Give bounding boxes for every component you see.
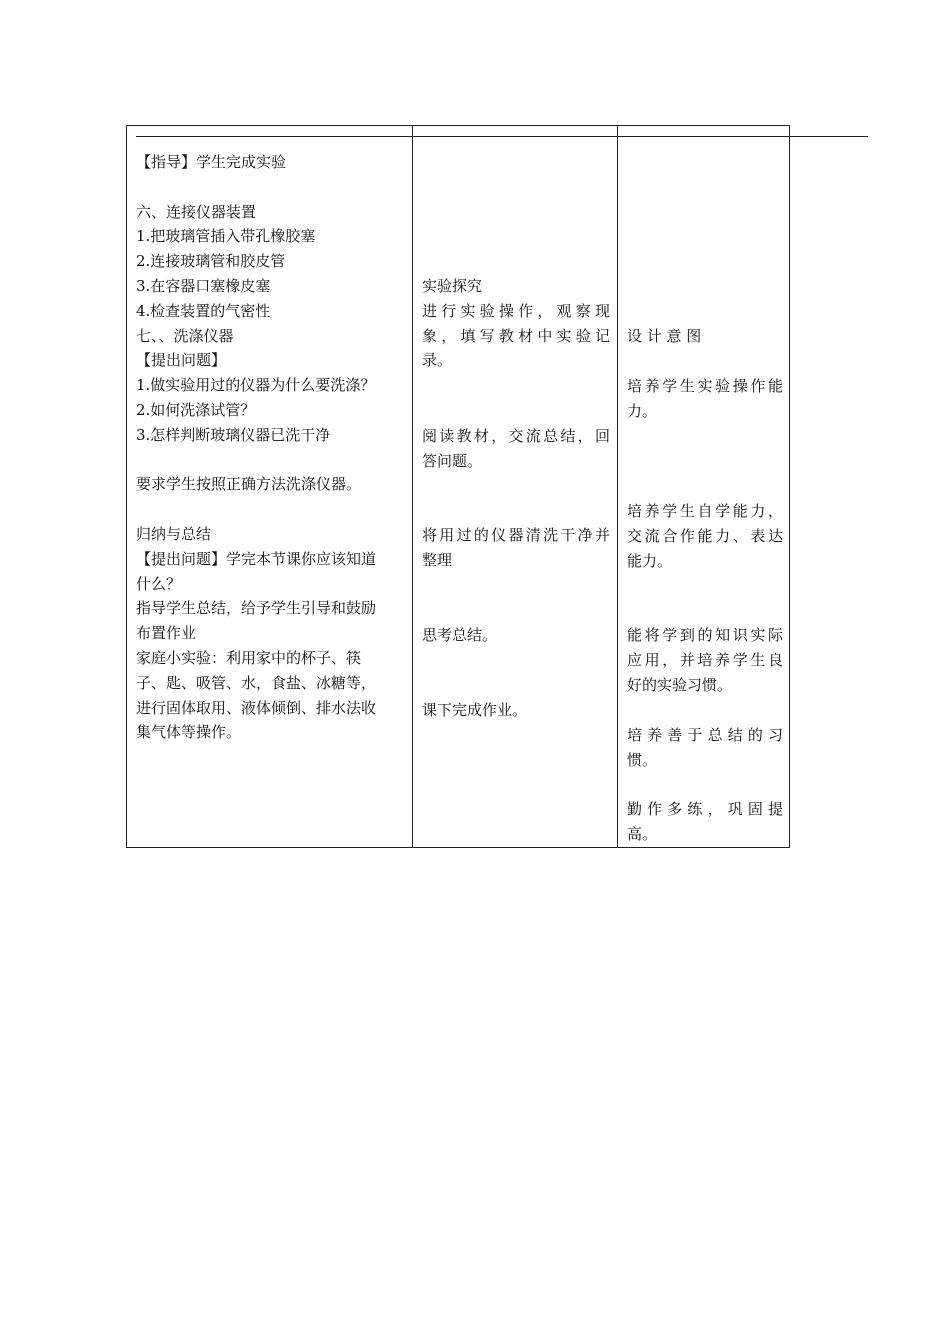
text-line: 【提出问题】 [136,351,227,370]
text-line: 要求学生按照正确方法洗涤仪器。 [136,475,362,494]
column-divider-1 [412,125,413,847]
question-item: 1.做实验用过的仪器为什么要洗涤？ [136,376,376,395]
design-intent-item [627,499,783,573]
text-line: 思考总结。 [422,626,498,644]
text-line: 能力。 [627,551,673,570]
blank-line [136,175,408,200]
section-heading: 六、连接仪器装置 [136,202,257,221]
student-activity-read [422,424,610,474]
text-line: 课下完成作业。 [422,701,528,719]
text-line: 好的实验习惯。 [627,675,733,694]
step-item: 1.把玻璃管插入带孔橡胶塞 [136,227,316,246]
design-intent-column [627,324,783,349]
text-line: 高。 [627,824,658,843]
text-line: 将用过的仪器清洗干净并 [422,526,610,544]
question-item: 2.如何洗涤试管？ [136,400,256,419]
text-line: 力。 [627,401,658,420]
text-line: 培养善于总结的习 [627,726,783,744]
section-heading: 七、、洗涤仪器 [136,326,234,345]
student-activity-column [422,274,610,373]
text-line: 子、匙、吸管、水，食盐、冰糖等， [136,673,377,692]
blank-line [136,448,408,473]
text-line: 布置作业 [136,624,197,643]
blank-line [136,497,408,522]
table-bottom-border [126,847,790,848]
table-top-border [126,125,790,126]
section-heading: 归纳与总结 [136,524,212,543]
text-line: 进行实验操作，观察现 [422,301,610,320]
text-line: 应用，并培养学生良 [627,650,783,669]
text-line: 惯。 [627,750,658,769]
design-intent-heading: 设 计 意 图 [627,327,702,345]
student-activity-clean [422,523,610,573]
question-item: 3.怎样判断玻璃仪器已洗干净 [136,425,331,444]
text-line: 能将学到的知识实际 [627,626,783,644]
table-left-border [126,125,127,847]
text-line: 培养学生实验操作能 [627,377,783,395]
student-activity-homework [422,698,610,723]
text-line: 象，填写教材中实验记 [422,326,610,345]
table-right-border [789,125,790,847]
text-line: 什么？ [136,574,182,593]
text-line: 答问题。 [422,451,483,470]
header-row-rule [136,136,868,137]
text-line: 家庭小实验：利用家中的杯子、筷 [136,648,362,667]
text-line: 【提出问题】学完本节课你应该知道 [136,549,377,568]
step-item: 3.在容器口塞橡皮塞 [136,276,271,295]
design-intent-item [627,374,783,424]
step-item: 2.连接玻璃管和胶皮管 [136,252,286,271]
text-line: 集气体等操作。 [136,723,242,742]
design-intent-item [627,797,783,847]
explore-title: 实验探究 [422,277,483,295]
step-item: 4.检查装置的气密性 [136,301,271,320]
text-line: 进行固体取用、液体倾倒、排水法收 [136,698,377,717]
text-line: 培养学生自学能力， [627,502,783,520]
text-line: 交流合作能力、表达 [627,526,783,545]
text-line: 指导学生总结，给予学生引导和鼓励 [136,599,377,618]
text-line: 阅读教材，交流总结，回 [422,427,610,445]
teacher-activity-column [136,150,408,745]
text-line: 勤作多练，巩固提 [627,800,783,818]
text-line: 录。 [422,351,453,370]
text-line: 【指导】学生完成实验 [136,153,287,171]
design-intent-item [627,723,783,773]
column-divider-2 [617,125,618,847]
text-line: 整理 [422,550,453,569]
design-intent-item [627,623,783,697]
student-activity-think [422,623,610,648]
